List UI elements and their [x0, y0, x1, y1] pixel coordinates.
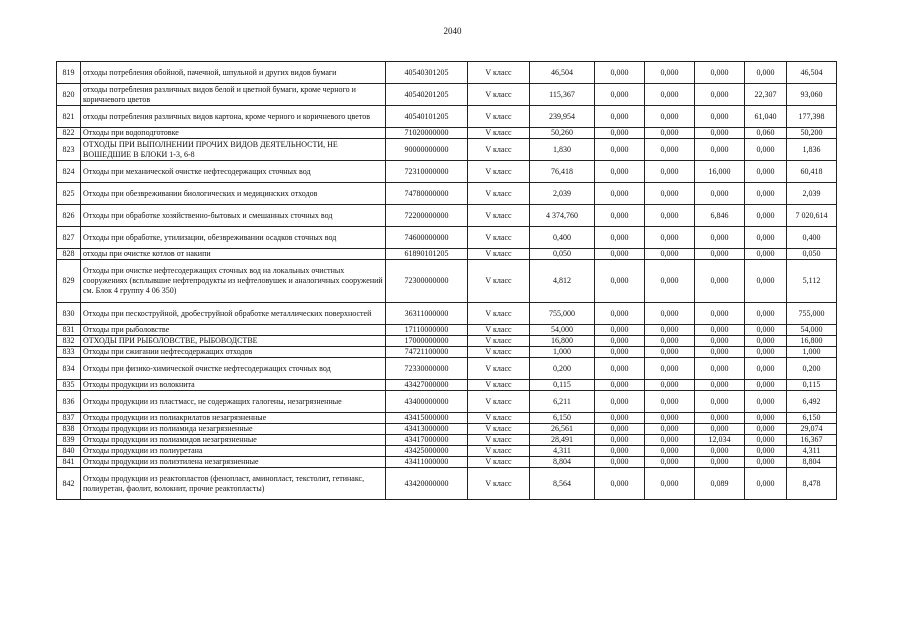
waste-name: Отходы при обработке хозяйственно-бытовых и смешанных сточных вод — [81, 205, 386, 227]
hazard-class: V класс — [468, 435, 530, 446]
waste-name: Отходы при очистке нефтесодержащих сточных вод на локальных очистных сооружениях (всплывшие нефтепродукты из нефтеловушек и аналогичных сооружений см. Блок 4 группу 4 06 350) — [81, 260, 386, 303]
value-cell: 0,000 — [595, 446, 645, 457]
value-cell: 0,000 — [745, 457, 787, 468]
value-cell: 0,000 — [595, 391, 645, 413]
hazard-class: V класс — [468, 106, 530, 128]
value-cell: 0,000 — [745, 424, 787, 435]
value-cell: 0,050 — [530, 249, 595, 260]
value-cell: 5,112 — [787, 260, 837, 303]
value-cell: 755,000 — [787, 303, 837, 325]
value-cell: 6,211 — [530, 391, 595, 413]
value-cell: 1,000 — [530, 347, 595, 358]
value-cell: 0,000 — [695, 303, 745, 325]
table-row — [57, 128, 837, 139]
value-cell: 54,000 — [530, 325, 595, 336]
value-cell: 0,000 — [695, 358, 745, 380]
waste-name: Отходы при обезвреживании биологических и медицинских отходов — [81, 183, 386, 205]
value-cell: 6,150 — [530, 413, 595, 424]
row-number: 819 — [57, 62, 81, 84]
value-cell: 50,200 — [787, 128, 837, 139]
value-cell: 0,000 — [645, 249, 695, 260]
hazard-class: V класс — [468, 303, 530, 325]
row-number: 836 — [57, 391, 81, 413]
value-cell: 0,000 — [645, 161, 695, 183]
row-number: 838 — [57, 424, 81, 435]
value-cell: 0,000 — [595, 347, 645, 358]
waste-name: Отходы продукции из полиэтилена незагрязненные — [81, 457, 386, 468]
value-cell: 0,000 — [695, 457, 745, 468]
value-cell: 0,000 — [595, 457, 645, 468]
hazard-class: V класс — [468, 139, 530, 161]
table-row — [57, 161, 837, 183]
table-body — [57, 62, 837, 500]
waste-code: 40540201205 — [386, 84, 468, 106]
hazard-class: V класс — [468, 161, 530, 183]
waste-code: 43427000000 — [386, 380, 468, 391]
table-row — [57, 413, 837, 424]
table-row — [57, 391, 837, 413]
value-cell: 0,000 — [645, 139, 695, 161]
table-row — [57, 336, 837, 347]
hazard-class: V класс — [468, 205, 530, 227]
row-number: 835 — [57, 380, 81, 391]
value-cell: 22,307 — [745, 84, 787, 106]
value-cell: 2,039 — [787, 183, 837, 205]
waste-code: 17000000000 — [386, 336, 468, 347]
table-row — [57, 139, 837, 161]
table-row — [57, 183, 837, 205]
waste-code: 17110000000 — [386, 325, 468, 336]
waste-code: 72330000000 — [386, 358, 468, 380]
waste-name: Отходы продукции из пластмасс, не содержащих галогены, незагрязненные — [81, 391, 386, 413]
value-cell: 0,000 — [595, 106, 645, 128]
value-cell: 0,000 — [745, 468, 787, 500]
value-cell: 0,115 — [530, 380, 595, 391]
value-cell: 0,000 — [745, 139, 787, 161]
value-cell: 0,000 — [695, 325, 745, 336]
value-cell: 0,000 — [695, 424, 745, 435]
waste-name: отходы потребления обойной, пачечной, шпульной и других видов бумаги — [81, 62, 386, 84]
value-cell: 0,000 — [595, 413, 645, 424]
row-number: 821 — [57, 106, 81, 128]
table-row — [57, 249, 837, 260]
waste-name: Отходы при физико-химической очистке нефтесодержащих сточных вод — [81, 358, 386, 380]
value-cell: 0,000 — [595, 227, 645, 249]
waste-name: ОТХОДЫ ПРИ РЫБОЛОВСТВЕ, РЫБОВОДСТВЕ — [81, 336, 386, 347]
value-cell: 0,000 — [745, 336, 787, 347]
row-number: 829 — [57, 260, 81, 303]
value-cell: 0,000 — [695, 336, 745, 347]
value-cell: 0,000 — [695, 413, 745, 424]
hazard-class: V класс — [468, 183, 530, 205]
value-cell: 1,000 — [787, 347, 837, 358]
value-cell: 16,800 — [787, 336, 837, 347]
value-cell: 0,000 — [645, 347, 695, 358]
waste-name: Отходы при обработке, утилизации, обезвреживании осадков сточных вод — [81, 227, 386, 249]
waste-code: 90000000000 — [386, 139, 468, 161]
hazard-class: V класс — [468, 391, 530, 413]
value-cell: 0,000 — [695, 380, 745, 391]
value-cell: 4 374,760 — [530, 205, 595, 227]
table-row — [57, 468, 837, 500]
value-cell: 0,000 — [595, 183, 645, 205]
value-cell: 0,000 — [645, 446, 695, 457]
value-cell: 0,000 — [595, 380, 645, 391]
waste-name: Отходы при рыболовстве — [81, 325, 386, 336]
waste-name: Отходы продукции из реактопластов (фенопласт, аминопласт, текстолит, гетинакс, полиуретан, фаолит, волокнит, прочие реактопласты) — [81, 468, 386, 500]
value-cell: 0,000 — [595, 336, 645, 347]
value-cell: 8,804 — [530, 457, 595, 468]
waste-code: 40540301205 — [386, 62, 468, 84]
value-cell: 0,000 — [645, 424, 695, 435]
value-cell: 0,000 — [645, 227, 695, 249]
value-cell: 8,478 — [787, 468, 837, 500]
waste-name: Отходы продукции из полиуретана — [81, 446, 386, 457]
value-cell: 0,000 — [695, 84, 745, 106]
hazard-class: V класс — [468, 84, 530, 106]
table-row — [57, 446, 837, 457]
hazard-class: V класс — [468, 446, 530, 457]
value-cell: 0,400 — [787, 227, 837, 249]
value-cell: 0,000 — [745, 249, 787, 260]
value-cell: 0,000 — [595, 139, 645, 161]
row-number: 830 — [57, 303, 81, 325]
value-cell: 46,504 — [787, 62, 837, 84]
value-cell: 0,000 — [695, 391, 745, 413]
value-cell: 16,000 — [695, 161, 745, 183]
waste-code: 43415000000 — [386, 413, 468, 424]
value-cell: 0,000 — [745, 183, 787, 205]
waste-name: Отходы продукции из волокнита — [81, 380, 386, 391]
table-row — [57, 358, 837, 380]
value-cell: 16,367 — [787, 435, 837, 446]
waste-name: Отходы при сжигании нефтесодержащих отходов — [81, 347, 386, 358]
value-cell: 0,050 — [787, 249, 837, 260]
value-cell: 4,311 — [787, 446, 837, 457]
value-cell: 0,000 — [645, 336, 695, 347]
value-cell: 0,000 — [745, 227, 787, 249]
value-cell: 8,564 — [530, 468, 595, 500]
waste-name: отходы потребления различных видов белой и цветной бумаги, кроме черного и коричневого цветов — [81, 84, 386, 106]
page-number: 2040 — [443, 26, 462, 36]
waste-code: 43400000000 — [386, 391, 468, 413]
value-cell: 29,074 — [787, 424, 837, 435]
value-cell: 16,800 — [530, 336, 595, 347]
hazard-class: V класс — [468, 62, 530, 84]
value-cell: 6,492 — [787, 391, 837, 413]
value-cell: 0,089 — [695, 468, 745, 500]
value-cell: 0,000 — [645, 358, 695, 380]
waste-code: 43413000000 — [386, 424, 468, 435]
table-row — [57, 457, 837, 468]
row-number: 833 — [57, 347, 81, 358]
table-row — [57, 424, 837, 435]
value-cell: 28,491 — [530, 435, 595, 446]
value-cell: 2,039 — [530, 183, 595, 205]
value-cell: 0,000 — [595, 249, 645, 260]
value-cell: 0,000 — [595, 468, 645, 500]
value-cell: 60,418 — [787, 161, 837, 183]
value-cell: 177,398 — [787, 106, 837, 128]
value-cell: 0,000 — [595, 62, 645, 84]
table-row — [57, 205, 837, 227]
value-cell: 239,954 — [530, 106, 595, 128]
table-row — [57, 84, 837, 106]
value-cell: 0,400 — [530, 227, 595, 249]
table-row — [57, 380, 837, 391]
waste-name: отходы при очистке котлов от накипи — [81, 249, 386, 260]
row-number: 840 — [57, 446, 81, 457]
value-cell: 0,000 — [745, 325, 787, 336]
hazard-class: V класс — [468, 358, 530, 380]
value-cell: 46,504 — [530, 62, 595, 84]
waste-code: 74721100000 — [386, 347, 468, 358]
value-cell: 0,000 — [595, 435, 645, 446]
waste-code: 43420000000 — [386, 468, 468, 500]
value-cell: 0,000 — [745, 347, 787, 358]
waste-code: 43411000000 — [386, 457, 468, 468]
value-cell: 61,040 — [745, 106, 787, 128]
value-cell: 0,000 — [695, 347, 745, 358]
table-row — [57, 435, 837, 446]
row-number: 832 — [57, 336, 81, 347]
value-cell: 0,000 — [695, 62, 745, 84]
value-cell: 0,000 — [595, 424, 645, 435]
row-number: 820 — [57, 84, 81, 106]
value-cell: 0,000 — [645, 435, 695, 446]
waste-name: Отходы при водоподготовке — [81, 128, 386, 139]
value-cell: 0,000 — [645, 84, 695, 106]
row-number: 842 — [57, 468, 81, 500]
hazard-class: V класс — [468, 424, 530, 435]
waste-code: 36311000000 — [386, 303, 468, 325]
value-cell: 0,000 — [645, 260, 695, 303]
value-cell: 12,034 — [695, 435, 745, 446]
value-cell: 115,367 — [530, 84, 595, 106]
value-cell: 0,000 — [595, 84, 645, 106]
waste-name: Отходы продукции из полиакрилатов незагрязненные — [81, 413, 386, 424]
value-cell: 54,000 — [787, 325, 837, 336]
value-cell: 0,000 — [695, 128, 745, 139]
value-cell: 93,060 — [787, 84, 837, 106]
row-number: 834 — [57, 358, 81, 380]
waste-code: 72310000000 — [386, 161, 468, 183]
hazard-class: V класс — [468, 413, 530, 424]
value-cell: 0,000 — [595, 358, 645, 380]
row-number: 823 — [57, 139, 81, 161]
table-row — [57, 106, 837, 128]
row-number: 831 — [57, 325, 81, 336]
value-cell: 0,000 — [595, 128, 645, 139]
value-cell: 76,418 — [530, 161, 595, 183]
value-cell: 755,000 — [530, 303, 595, 325]
waste-name: отходы потребления различных видов картона, кроме черного и коричневого цветов — [81, 106, 386, 128]
waste-code: 74600000000 — [386, 227, 468, 249]
value-cell: 0,000 — [645, 303, 695, 325]
hazard-class: V класс — [468, 260, 530, 303]
hazard-class: V класс — [468, 325, 530, 336]
value-cell: 4,311 — [530, 446, 595, 457]
hazard-class: V класс — [468, 468, 530, 500]
value-cell: 0,000 — [645, 183, 695, 205]
value-cell: 0,000 — [745, 435, 787, 446]
row-number: 826 — [57, 205, 81, 227]
value-cell: 26,561 — [530, 424, 595, 435]
hazard-class: V класс — [468, 227, 530, 249]
value-cell: 6,150 — [787, 413, 837, 424]
value-cell: 0,000 — [645, 325, 695, 336]
hazard-class: V класс — [468, 457, 530, 468]
value-cell: 0,000 — [745, 161, 787, 183]
value-cell: 0,000 — [595, 260, 645, 303]
table-row — [57, 62, 837, 84]
value-cell: 0,000 — [745, 62, 787, 84]
value-cell: 4,812 — [530, 260, 595, 303]
value-cell: 0,115 — [787, 380, 837, 391]
row-number: 824 — [57, 161, 81, 183]
value-cell: 0,000 — [695, 249, 745, 260]
value-cell: 0,000 — [745, 380, 787, 391]
value-cell: 7 020,614 — [787, 205, 837, 227]
waste-code: 71020000000 — [386, 128, 468, 139]
value-cell: 0,000 — [695, 227, 745, 249]
value-cell: 1,830 — [530, 139, 595, 161]
row-number: 827 — [57, 227, 81, 249]
value-cell: 0,000 — [745, 391, 787, 413]
hazard-class: V класс — [468, 380, 530, 391]
value-cell: 0,060 — [745, 128, 787, 139]
waste-code: 74780000000 — [386, 183, 468, 205]
table-row — [57, 325, 837, 336]
waste-code: 72200000000 — [386, 205, 468, 227]
row-number: 828 — [57, 249, 81, 260]
value-cell: 8,804 — [787, 457, 837, 468]
value-cell: 0,000 — [645, 391, 695, 413]
waste-code: 43417000000 — [386, 435, 468, 446]
table-row — [57, 260, 837, 303]
value-cell: 0,000 — [745, 446, 787, 457]
waste-code: 40540101205 — [386, 106, 468, 128]
value-cell: 0,000 — [645, 457, 695, 468]
value-cell: 0,000 — [645, 62, 695, 84]
value-cell: 0,000 — [695, 260, 745, 303]
value-cell: 0,000 — [695, 446, 745, 457]
value-cell: 0,000 — [645, 468, 695, 500]
value-cell: 6,846 — [695, 205, 745, 227]
waste-name: Отходы при пескоструйной, дробеструйной обработке металлических поверхностей — [81, 303, 386, 325]
value-cell: 0,000 — [645, 413, 695, 424]
hazard-class: V класс — [468, 249, 530, 260]
value-cell: 0,000 — [745, 260, 787, 303]
value-cell: 0,000 — [595, 161, 645, 183]
value-cell: 0,000 — [745, 358, 787, 380]
row-number: 839 — [57, 435, 81, 446]
value-cell: 0,000 — [695, 183, 745, 205]
table-row — [57, 227, 837, 249]
table-row — [57, 347, 837, 358]
hazard-class: V класс — [468, 336, 530, 347]
value-cell: 0,000 — [745, 205, 787, 227]
value-cell: 0,000 — [595, 303, 645, 325]
value-cell: 0,000 — [745, 303, 787, 325]
value-cell: 0,000 — [745, 413, 787, 424]
row-number: 825 — [57, 183, 81, 205]
waste-table — [56, 61, 837, 500]
row-number: 822 — [57, 128, 81, 139]
hazard-class: V класс — [468, 347, 530, 358]
waste-name: ОТХОДЫ ПРИ ВЫПОЛНЕНИИ ПРОЧИХ ВИДОВ ДЕЯТЕЛЬНОСТИ, НЕ ВОШЕДШИЕ В БЛОКИ 1-3, 6-8 — [81, 139, 386, 161]
waste-code: 72300000000 — [386, 260, 468, 303]
waste-name: Отходы продукции из полиамидов незагрязненные — [81, 435, 386, 446]
row-number: 837 — [57, 413, 81, 424]
waste-code: 61890101205 — [386, 249, 468, 260]
value-cell: 0,000 — [645, 205, 695, 227]
value-cell: 50,260 — [530, 128, 595, 139]
waste-name: Отходы при механической очистке нефтесодержащих сточных вод — [81, 161, 386, 183]
value-cell: 0,000 — [695, 139, 745, 161]
waste-name: Отходы продукции из полиамида незагрязненные — [81, 424, 386, 435]
table-row — [57, 303, 837, 325]
value-cell: 0,200 — [787, 358, 837, 380]
waste-code: 43425000000 — [386, 446, 468, 457]
value-cell: 0,000 — [645, 128, 695, 139]
value-cell: 0,200 — [530, 358, 595, 380]
value-cell: 0,000 — [595, 325, 645, 336]
value-cell: 0,000 — [595, 205, 645, 227]
value-cell: 0,000 — [645, 380, 695, 391]
value-cell: 1,836 — [787, 139, 837, 161]
value-cell: 0,000 — [645, 106, 695, 128]
hazard-class: V класс — [468, 128, 530, 139]
row-number: 841 — [57, 457, 81, 468]
value-cell: 0,000 — [695, 106, 745, 128]
